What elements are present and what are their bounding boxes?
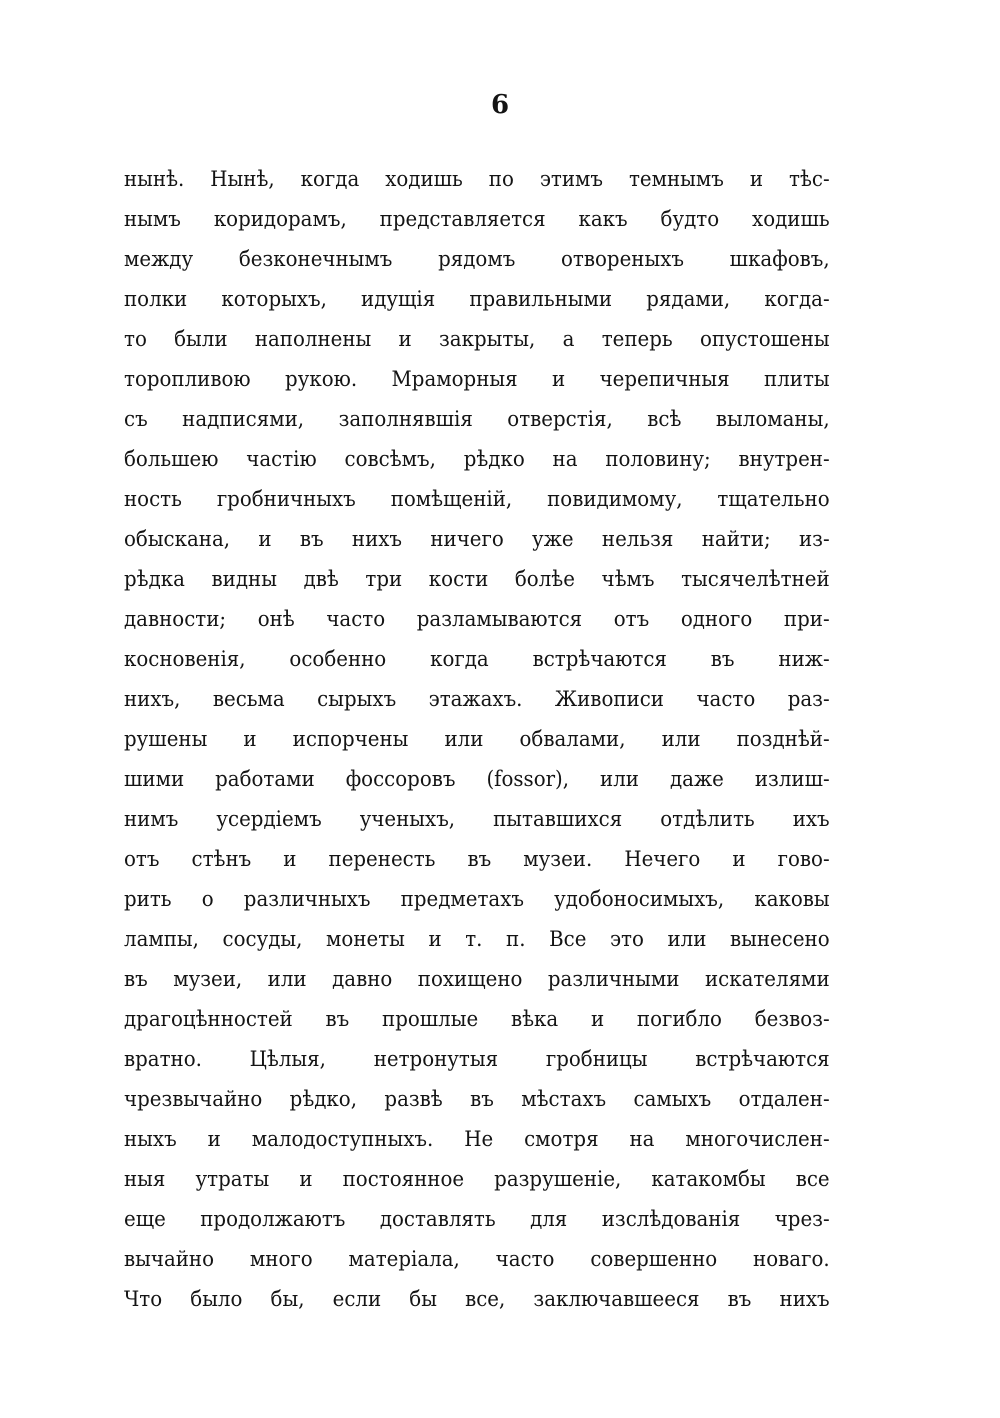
text-line: вратно. Цѣлыя, нетронутыя гробницы встрѣчаются (124, 1047, 830, 1072)
text-line: ность гробничныхъ помѣщеній, повидимому, тщательно (124, 487, 830, 512)
text-line: обыскана, и въ нихъ ничего уже нельзя найти; из- (124, 527, 830, 552)
text-line: между безконечнымъ рядомъ отвореныхъ шкафовъ, (124, 247, 830, 272)
page-number: 6 (490, 90, 510, 120)
text-line: нихъ, весьма сырыхъ этажахъ. Живописи часто раз- (124, 687, 830, 712)
text-line: косновенія, особенно когда встрѣчаются въ ниж- (124, 647, 830, 672)
text-line: чрезвычайно рѣдко, развѣ въ мѣстахъ самыхъ отдален- (124, 1087, 830, 1112)
text-line: лампы, сосуды, монеты и т. п. Все это или вынесено (124, 927, 830, 952)
text-line: давности; онѣ часто разламываются отъ одного при- (124, 607, 830, 632)
text-line: торопливою рукою. Мраморныя и черепичныя плиты (124, 367, 830, 392)
text-line: еще продолжаютъ доставлять для изслѣдованія чрез- (124, 1207, 830, 1232)
text-line: рить о различныхъ предметахъ удобоносимыхъ, каковы (124, 887, 830, 912)
text-line: отъ стѣнъ и перенесть въ музеи. Нечего и гово- (124, 847, 830, 872)
text-line: полки которыхъ, идущія правильными рядами, когда- (124, 287, 830, 312)
text-line: вычайно много матеріала, часто совершенно новаго. (124, 1247, 830, 1272)
text-line: въ музеи, или давно похищено различными искателями (124, 967, 830, 992)
body-text (124, 160, 830, 1320)
text-line: рѣдка видны двѣ три кости болѣе чѣмъ тысячелѣтней (124, 567, 830, 592)
text-line: шими работами фоссоровъ (fossor), или даже излиш- (124, 767, 830, 792)
text-line: нынѣ. Нынѣ, когда ходишь по этимъ темнымъ и тѣс- (124, 167, 830, 192)
text-line: нымъ коридорамъ, представляется какъ будто ходишь (124, 207, 830, 232)
text-line: ныя утраты и постоянное разрушеніе, катакомбы все (124, 1167, 830, 1192)
text-line: то были наполнены и закрыты, а теперь опустошены (124, 327, 830, 352)
text-line: съ надписями, заполнявшія отверстія, всѣ выломаны, (124, 407, 830, 432)
text-line: ныхъ и малодоступныхъ. Не смотря на многочислен- (124, 1127, 830, 1152)
text-line: рушены и испорчены или обвалами, или позднѣй- (124, 727, 830, 752)
text-line: Что было бы, если бы все, заключавшееся въ нихъ (124, 1287, 830, 1312)
text-line: нимъ усердіемъ ученыхъ, пытавшихся отдѣлить ихъ (124, 807, 830, 832)
text-line: драгоцѣнностей въ прошлые вѣка и погибло безвоз- (124, 1007, 830, 1032)
text-line: большею частію совсѣмъ, рѣдко на половину; внутрен- (124, 447, 830, 472)
